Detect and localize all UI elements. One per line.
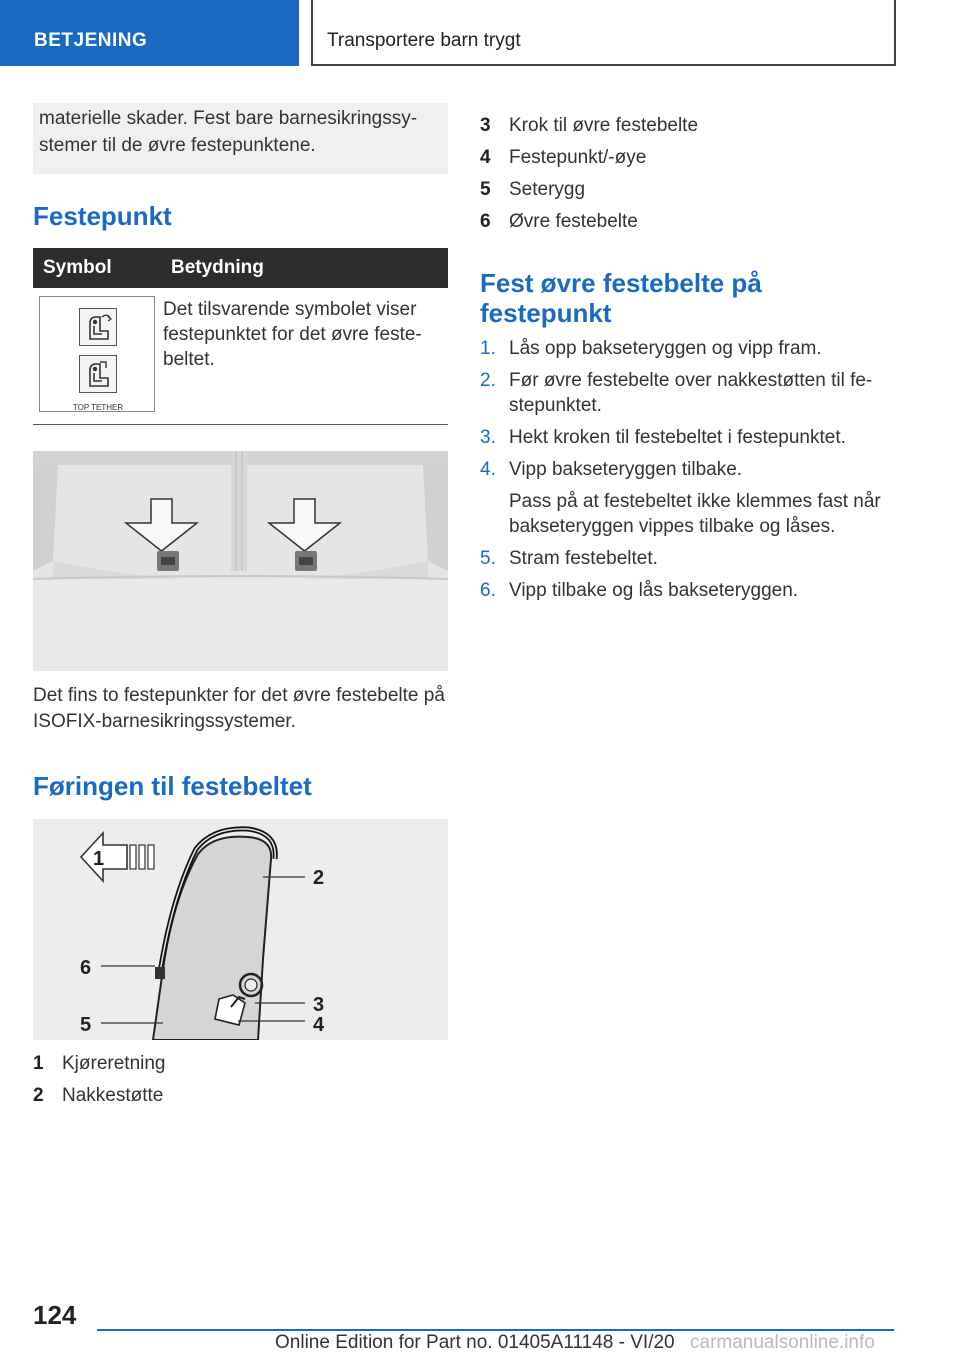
step-item: 2. Før øvre festebelte over nakkestøtten til fe-stepunktet. — [480, 370, 873, 416]
step-item: 6. Vipp tilbake og lås bakseteryggen. — [480, 580, 799, 601]
page-number: 124 — [33, 1300, 77, 1330]
step-4-note: Pass på at festebeltet ikke klemmes fast når bakseteryggen vippes tilbake og låses. — [509, 491, 881, 537]
list-item: 6 Øvre festebelte — [480, 211, 638, 232]
step-item: 1. Lås opp bakseteryggen og vipp fram. — [480, 338, 822, 359]
chapter-title: Transportere barn trygt — [327, 30, 521, 51]
section-tab — [0, 0, 299, 66]
diagram-label-2: 2 — [313, 867, 325, 889]
anchor-points-photo — [33, 451, 448, 671]
diagram-label-4: 4 — [313, 1014, 325, 1036]
list-item: 5 Seterygg — [480, 179, 586, 200]
step-item: 5. Stram festebeltet. — [480, 548, 658, 569]
list-item: 1 Kjøreretning — [33, 1053, 166, 1074]
child-seat-tether-icon — [79, 308, 117, 346]
section-title: BETJENING — [34, 30, 148, 51]
table-header-row — [33, 248, 448, 288]
list-item: 4 Festepunkt/-øye — [480, 147, 647, 168]
diagram-label-6: 6 — [80, 957, 92, 979]
col-header-meaning: Betydning — [163, 248, 448, 288]
top-tether-caption: TOP TETHER — [72, 403, 124, 412]
chapter-tab — [311, 0, 896, 66]
heading-fest-ovre: Fest øvre festebelte på festepunkt — [480, 268, 762, 328]
footer-divider — [97, 1329, 894, 1331]
list-item: 3 Krok til øvre festebelte — [480, 115, 699, 136]
symbol-table — [33, 248, 448, 425]
symbol-cell — [33, 288, 163, 425]
diagram-label-1: 1 — [93, 848, 105, 870]
right-column — [480, 110, 900, 610]
anchor-points-caption: Det fins to festepunkter for det øvre festebelte på ISOFIX-barnesikringssystemer. — [33, 685, 445, 732]
step-list — [480, 336, 900, 603]
heading-foringen: Føringen til festebeltet — [33, 771, 312, 801]
diagram-label-3: 3 — [313, 994, 325, 1016]
table-row — [33, 288, 448, 425]
step-item: 3. Hekt kroken til festebeltet i festepunktet. — [480, 427, 846, 448]
tether-routing-diagram — [33, 819, 448, 1040]
step-item: 4. Vipp bakseteryggen tilbake. — [480, 459, 743, 480]
list-item: 2 Nakkestøtte — [33, 1085, 164, 1106]
diagram-label-5: 5 — [80, 1014, 92, 1036]
watermark: carmanualsonline.info — [690, 1332, 875, 1353]
meaning-cell: Det tilsvarende symbolet viser festepunktet for det øvre feste-beltet. — [163, 299, 422, 370]
legend-left — [33, 1048, 448, 1112]
heading-festepunkt: Festepunkt — [33, 201, 172, 231]
child-seat-tether-icon-alt — [79, 355, 117, 393]
edition-text: Online Edition for Part no. 01405A11148 - VI/20 — [275, 1332, 675, 1353]
warning-note-continuation: materielle skader. Fest bare barnesikringssy-stemer til de øvre festepunktene. — [33, 103, 448, 174]
col-header-symbol: Symbol — [33, 248, 163, 288]
top-tether-symbol — [39, 296, 155, 412]
legend-right — [480, 110, 900, 238]
left-column — [33, 103, 448, 1112]
